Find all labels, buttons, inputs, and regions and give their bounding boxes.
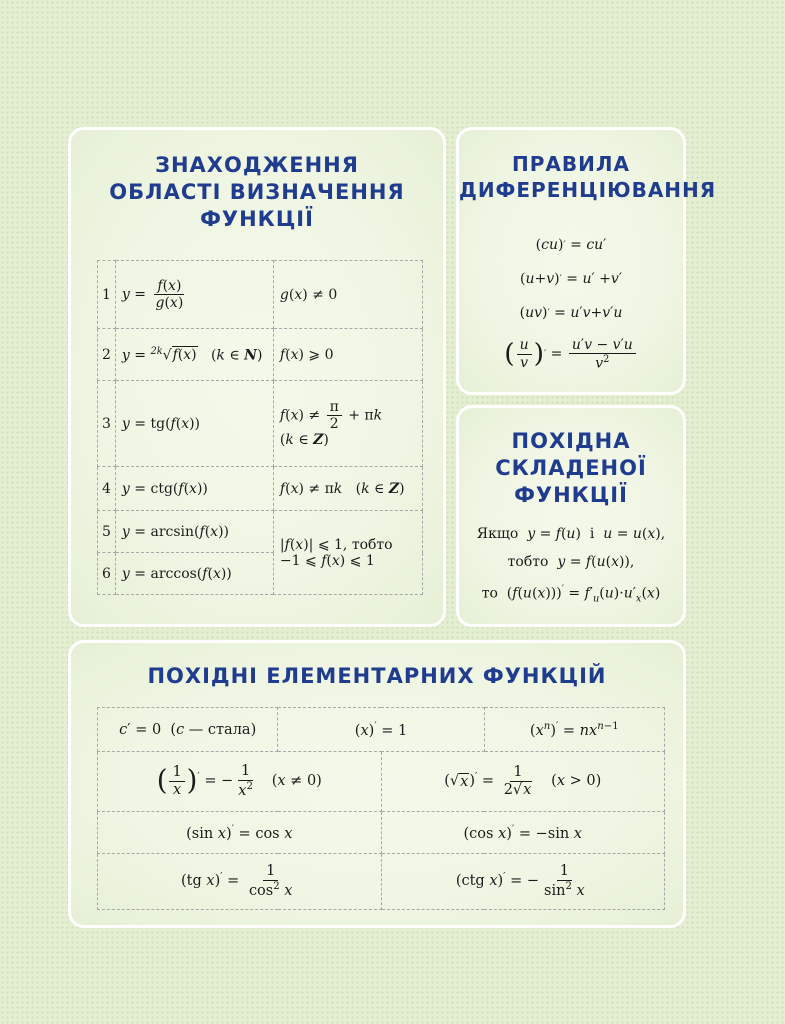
table-row <box>98 752 665 812</box>
elementary-card <box>68 640 686 928</box>
composite-card <box>456 405 686 627</box>
domain-table <box>97 260 423 595</box>
table-row <box>98 261 423 329</box>
function-cell: y = $^{2k}$√f(x) (k ∈ N) <box>115 329 273 381</box>
formula-sqrt: (√x)′ = $\frac{1}{2√x}$ (x > 0) <box>381 752 664 812</box>
row-number: 1 <box>98 261 116 329</box>
rules-title: ПРАВИЛА ДИФЕРЕНЦІЮВАННЯ <box>459 152 717 202</box>
function-cell: y = ctg(f(x)) <box>115 467 273 511</box>
row-number: 6 <box>98 553 116 595</box>
condition-cell: |f(x)| ⩽ 1, тобто −1 ⩽ f(x) ⩽ 1 <box>273 511 422 595</box>
table-row <box>98 381 423 467</box>
formula-x: (x)′ = 1 <box>278 708 484 752</box>
table-row <box>98 812 665 854</box>
function-cell: y = $\frac{f(x)}{g(x)}$ <box>115 261 273 329</box>
condition-cell: g(x) ≠ 0 <box>273 261 422 329</box>
elementary-table <box>97 707 665 910</box>
formula-reciprocal: ( $\frac{1}{x}$ )′ = − $\frac{1}{x^2}$ (x ≠ 0) <box>98 752 382 812</box>
domain-title: ЗНАХОДЖЕННЯ ОБЛАСТІ ВИЗНАЧЕННЯ ФУНКЦІЇ <box>109 153 405 231</box>
rule-product: ( uv ) ′ = u ′ v + v ′ u <box>519 305 623 321</box>
row-number: 4 <box>98 467 116 511</box>
table-row <box>98 467 423 511</box>
condition-cell: f(x) ≠ $\frac{\pi}{2}$ + πk (k ∈ Z) <box>273 381 422 467</box>
formula-cos: (cos x)′ = −sin x <box>381 812 664 854</box>
rule-sum: ( u + v ) ′ = u ′ + v ′ <box>520 271 622 287</box>
formula-tg: (tg x)′ = $\frac{1}{\cos^2 x}$ <box>98 854 382 910</box>
elementary-title: ПОХІДНІ ЕЛЕМЕНТАРНИХ ФУНКЦІЙ <box>147 664 607 688</box>
domain-card <box>68 127 446 627</box>
function-cell: y = tg(f(x)) <box>115 381 273 467</box>
table-row <box>98 329 423 381</box>
rule-quotient: ( $\frac{u}{v}$ ) ′ = $\frac{u'v - v'u}{v^2}$ <box>459 330 683 378</box>
function-cell: y = arcsin(f(x)) <box>115 511 273 553</box>
composite-line-1: Якщо y = f(u) і u = u(x), <box>476 526 666 542</box>
formula-const: c′ = 0 (c — стала) <box>98 708 278 752</box>
rules-card <box>456 127 717 395</box>
formula-ctg: (ctg x)′ = − $\frac{1}{\sin^2 x}$ <box>381 854 664 910</box>
table-row <box>98 511 423 553</box>
condition-cell: f(x) ≠ πk (k ∈ Z) <box>273 467 422 511</box>
rules-formulas <box>459 228 683 378</box>
row-number: 3 <box>98 381 116 467</box>
composite-line-3: то $(f(u(x)))' = f'_u(u)\cdot u'_x(x)$ <box>481 584 661 605</box>
composite-line-2: тобто y = f(u(x)), <box>507 554 635 570</box>
condition-cell: f(x) ⩾ 0 <box>273 329 422 381</box>
row-number: 5 <box>98 511 116 553</box>
formula-power: $(x^n)' = nx^{n-1}$ <box>484 708 664 752</box>
formula-sin: (sin x)′ = cos x <box>98 812 382 854</box>
composite-title: ПОХІДНА СКЛАДЕНОЇ ФУНКЦІЇ <box>495 429 647 507</box>
rule-constant: ( cu ) ′ = cu ′ <box>535 237 607 253</box>
table-row <box>98 708 665 752</box>
row-number: 2 <box>98 329 116 381</box>
function-cell: y = arccos(f(x)) <box>115 553 273 595</box>
table-row <box>98 854 665 910</box>
